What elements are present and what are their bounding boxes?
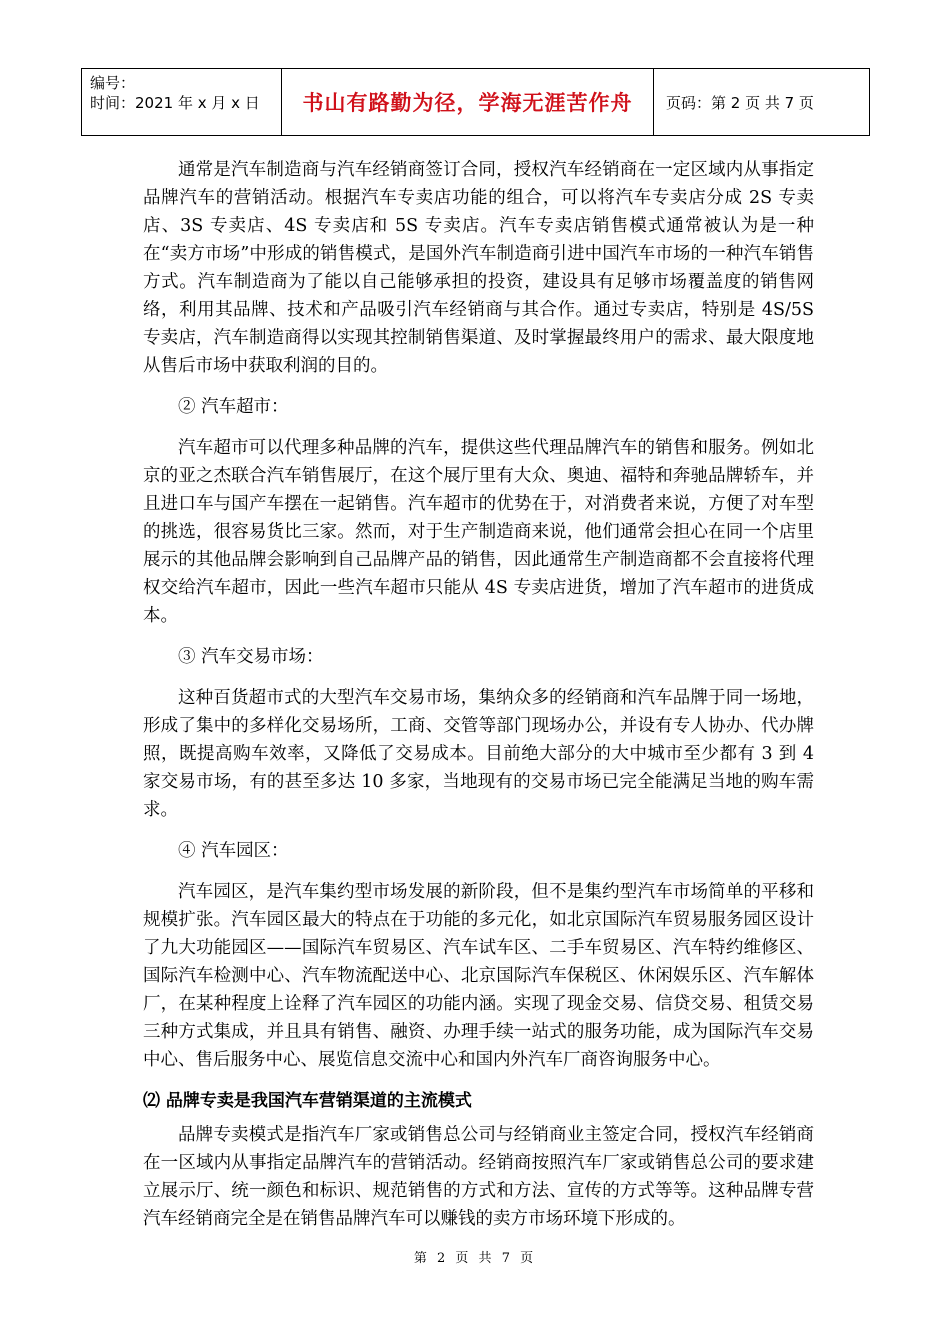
- paragraph-brand-specialty: 品牌专卖模式是指汽车厂家或销售总公司与经销商业主签定合同，授权汽车经销商在一区域内从事指定品牌汽车的营销活动。经销商按照汽车厂家或销售总公司的要求建立展示厅、统一颜色和标识、规范销售的方式和方法、宣传的方式等等。这种品牌专营汽车经销商完全是在销售品牌汽车可以赚钱的卖方市场环境下形成的。: [143, 1125, 814, 1229]
- paragraph-car-supermarket: 汽车超市可以代理多种品牌的汽车，提供这些代理品牌汽车的销售和服务。例如北京的亚之杰联合汽车销售展厅，在这个展厅里有大众、奥迪、福特和奔驰品牌轿车，并且进口车与国产车摆在一起销售。汽车超市的优势在于，对消费者来说，方便了对车型的挑选，很容易货比三家。然而，对于生产制造商来说，他们通常会担心在同一个店里展示的其他品牌会影响到自己品牌产品的销售，因此通常生产制造商都不会直接将代理权交给汽车超市，因此一些汽车超市只能从 4S 专卖店进货，增加了汽车超市的进货成本。: [143, 438, 814, 626]
- document-code-label: 编号：: [90, 74, 136, 92]
- document-date-label: 时间：2021 年 x 月 x 日: [90, 94, 260, 112]
- page-header: [81, 68, 870, 136]
- document-body: [143, 156, 814, 1246]
- header-motto: 书山有路勤为径，学海无涯苦作舟: [282, 69, 654, 135]
- section-heading-brand-specialty: ⑵ 品牌专卖是我国汽车营销渠道的主流模式: [143, 1091, 472, 1111]
- page-footer-number: 第 2 页 共 7 页: [413, 1251, 537, 1266]
- subheading-car-supermarket: ② 汽车超市：: [178, 397, 289, 417]
- subheading-car-park: ④ 汽车园区：: [178, 841, 289, 861]
- subheading-car-trading-market: ③ 汽车交易市场：: [178, 647, 324, 667]
- paragraph-car-trading-market: 这种百货超市式的大型汽车交易市场，集纳众多的经销商和汽车品牌于同一场地，形成了集中的多样化交易场所，工商、交管等部门现场办公，并设有专人协办、代办牌照，既提高购车效率，又降低了交易成本。目前绝大部分的大中城市至少都有 3 到 4 家交易市场，有的甚至多达 10 多家，当地现有的交易市场已完全能满足当地的购车需求。: [143, 688, 814, 820]
- header-meta-cell: [82, 69, 282, 135]
- paragraph-specialty-store: 通常是汽车制造商与汽车经销商签订合同，授权汽车经销商在一定区域内从事指定品牌汽车的营销活动。根据汽车专卖店功能的组合，可以将汽车专卖店分成 2S 专卖店、3S 专卖店、4S 专卖店和 5S 专卖店。汽车专卖店销售模式通常被认为是一种在“卖方市场”中形成的销售模式，是国外汽车制造商引进中国汽车市场的一种汽车销售方式。汽车制造商为了能以自己能够承担的投资，建设具有足够市场覆盖度的销售网络，利用其品牌、技术和产品吸引汽车经销商与其合作。通过专卖店，特别是 4S/5S 专卖店，汽车制造商得以实现其控制销售渠道、及时掌握最终用户的需求、最大限度地从售后市场中获取利润的目的。: [143, 160, 814, 376]
- header-page-info: 页码：第 2 页 共 7 页: [666, 93, 814, 112]
- paragraph-car-park: 汽车园区，是汽车集约型市场发展的新阶段，但不是集约型汽车市场简单的平移和规模扩张。汽车园区最大的特点在于功能的多元化，如北京国际汽车贸易服务园区设计了九大功能园区——国际汽车贸易区、汽车试车区、二手车贸易区、汽车特约维修区、国际汽车检测中心、汽车物流配送中心、北京国际汽车保税区、休闲娱乐区、汽车解体厂，在某种程度上诠释了汽车园区的功能内涵。实现了现金交易、信贷交易、租赁交易三种方式集成，并且具有销售、融资、办理手续一站式的服务功能，成为国际汽车交易中心、售后服务中心、展览信息交流中心和国内外汽车厂商咨询服务中心。: [143, 882, 814, 1070]
